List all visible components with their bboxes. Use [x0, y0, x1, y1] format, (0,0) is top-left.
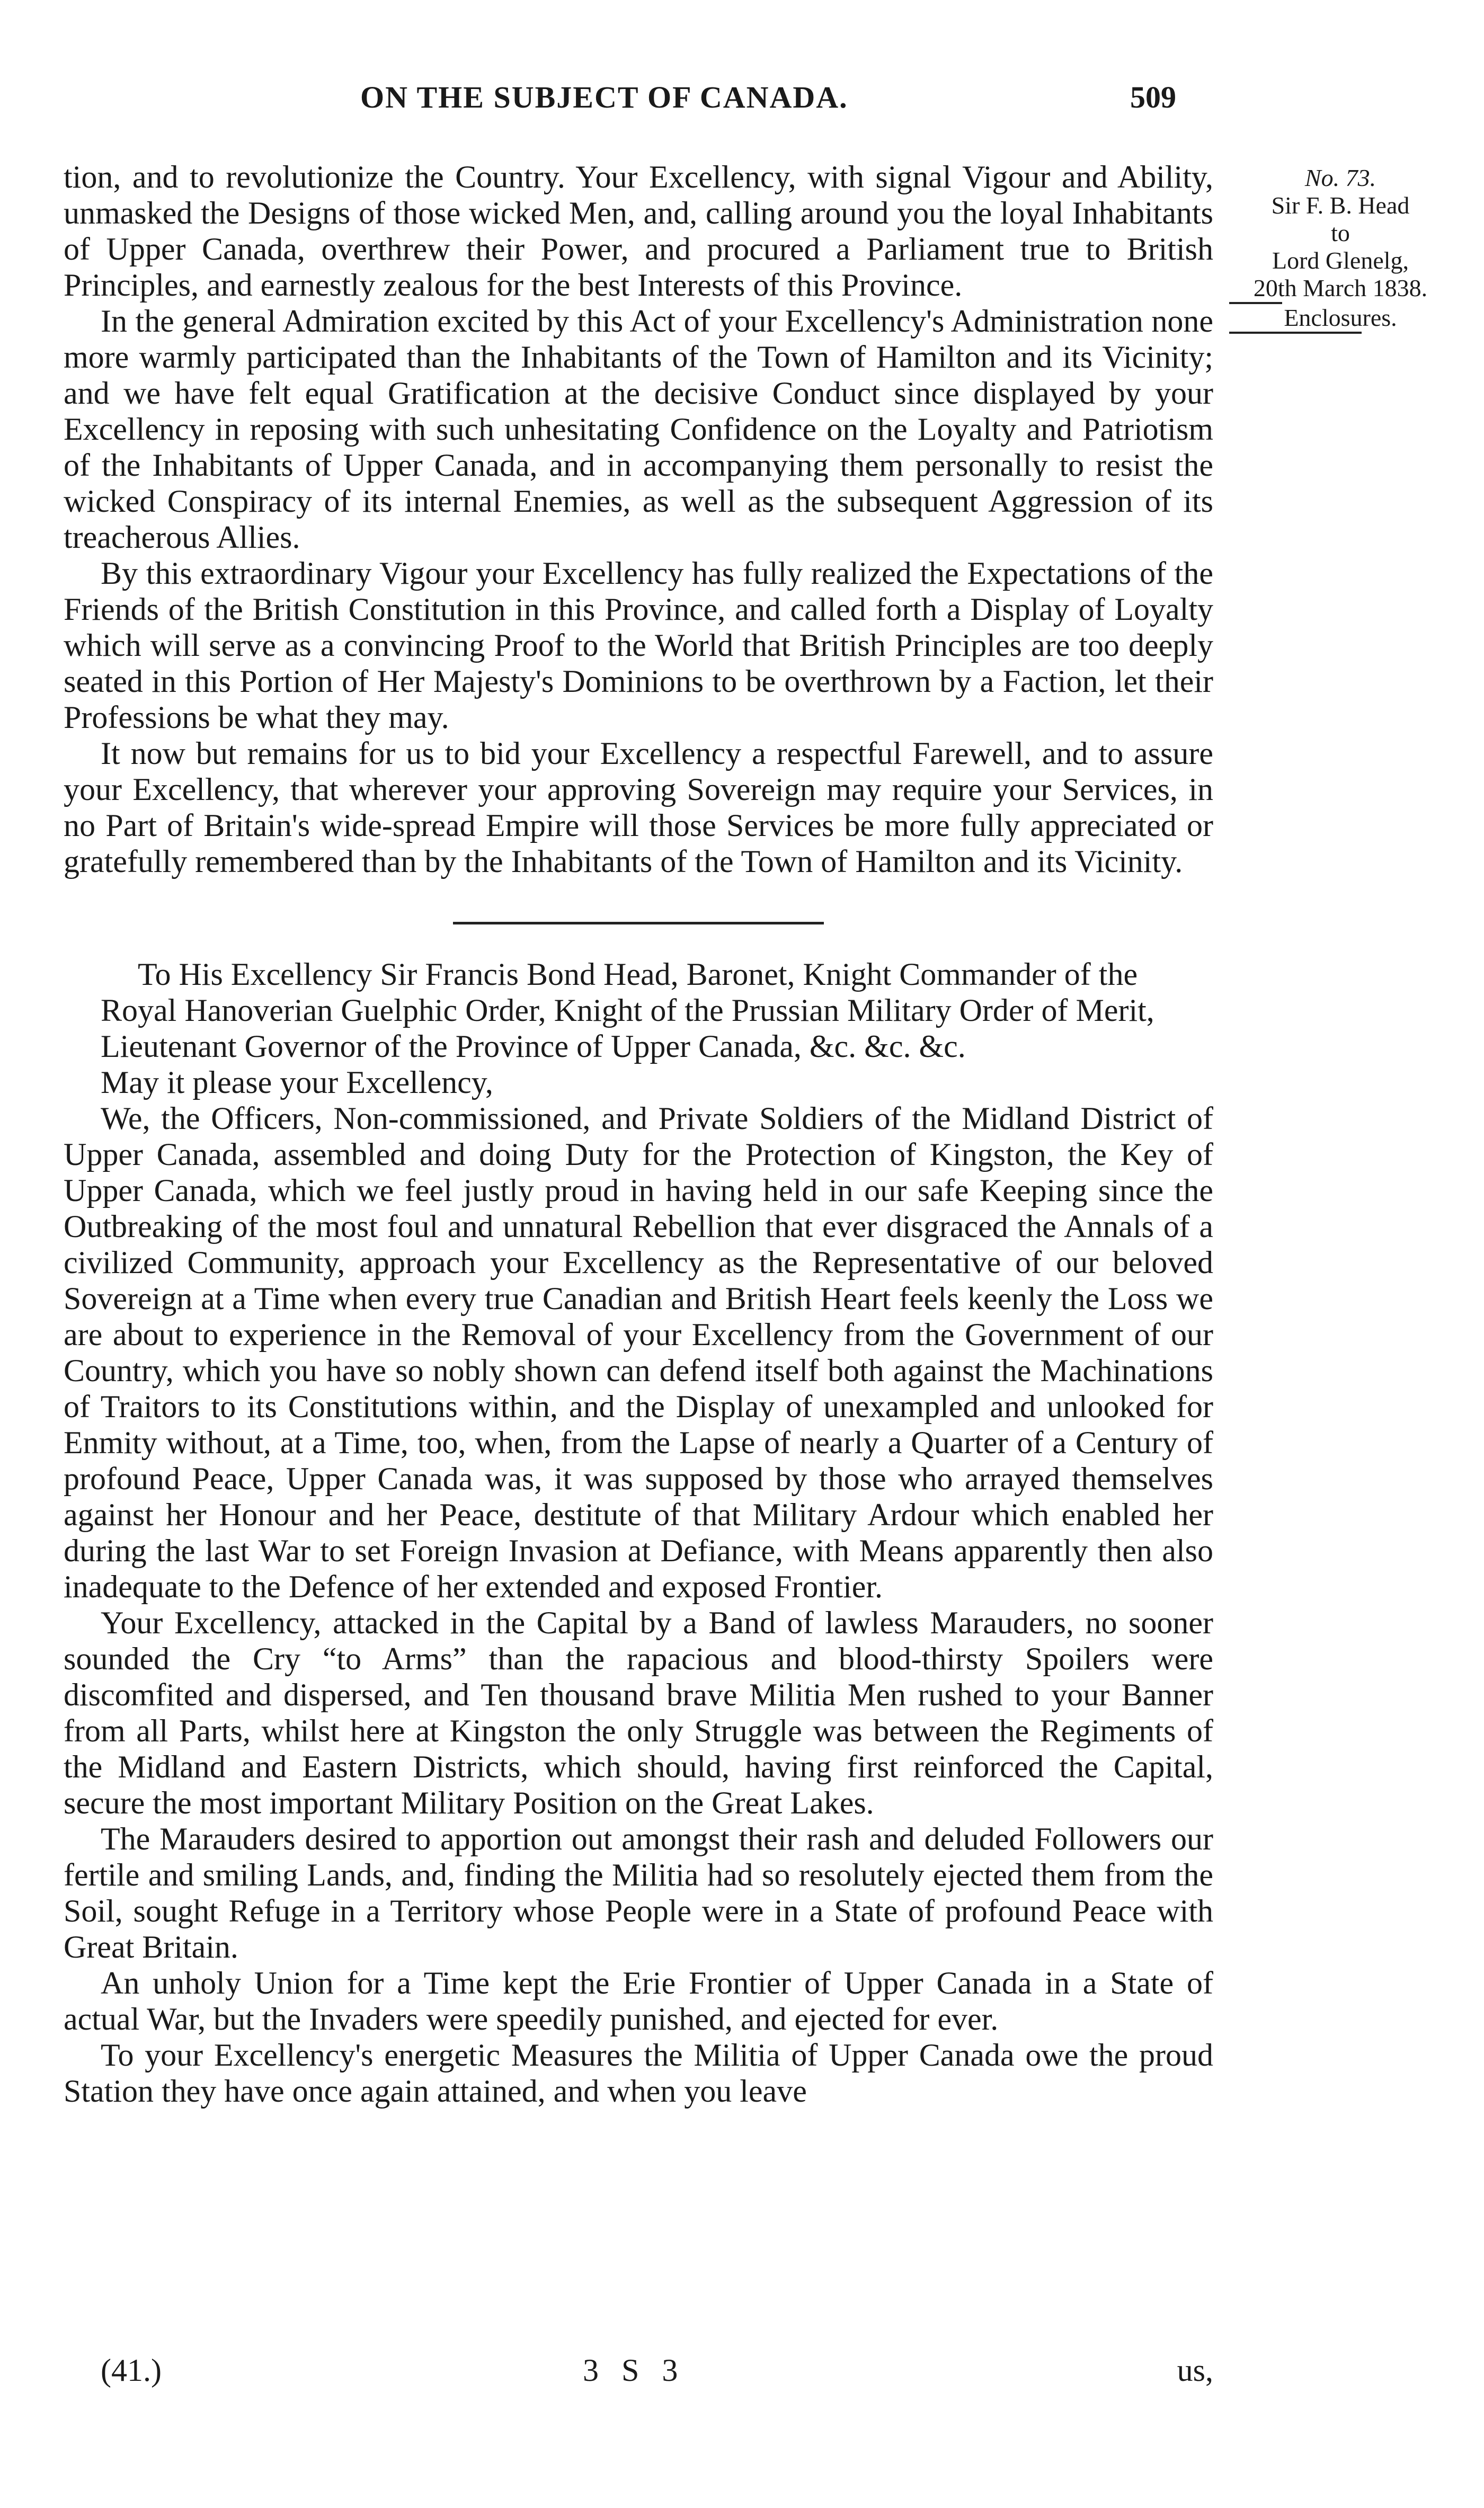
note-recipient: Lord Glenelg,: [1272, 247, 1409, 274]
note-from: Sir F. B. Head: [1271, 192, 1410, 219]
salutation: May it please your Excellency,: [101, 1065, 493, 1100]
running-head: [64, 79, 1176, 132]
paragraph-2: In the general Admiration excited by this Act of your Excellency's Administration none more warmly participated than the Inhabitants of the Town of Hamilton and its Vicinity; and we have felt equal Gratification at the decisive Conduct since displayed by your Excellency in reposing with such unhesitating Confidence on the Loyalty and Patriotism of the Inhabitants of Upper Canada, and in accompanying them personally to resist the wicked Conspiracy of its internal Enemies, as well as the subsequent Aggression of its treacherous Allies.: [64, 304, 1213, 555]
paragraph-4: It now but remains for us to bid your Excellency a respectful Farewell, and to assure your Excellency, that wherever your approving Sovereign may require your Services, in no Part of Britain's wide-spread Empire will those Services be more fully appreciated or gratefully remembered than by the Inhabitants of the Town of Hamilton and its Vicinity.: [64, 736, 1213, 879]
paragraph-6: Your Excellency, attacked in the Capital by a Band of lawless Marauders, no sooner sounded the Cry “to Arms” than the rapacious and blood-thirsty Spoilers were discomfited and dispersed, and Ten thousand brave Militia Men rushed to your Banner from all Parts, whilst here at Kingston the only Struggle was between the Regiments of the Midland and Eastern Districts, which should, having first reinforced the Capital, secure the most important Military Position on the Great Lakes.: [64, 1605, 1213, 1820]
note-enclosures: Enclosures.: [1284, 304, 1397, 331]
paragraph-7: The Marauders desired to apportion out amongst their rash and deluded Followers our fertile and smiling Lands, and, finding the Militia had so resolutely ejected them from the Soil, sought Refuge in a Territory whose People were in a State of profound Peace with Great Britain.: [64, 1821, 1213, 1964]
note-date: 20th March 1838.: [1253, 274, 1428, 301]
margin-note: [1229, 164, 1452, 334]
doc-number: No. 73.: [1304, 164, 1376, 191]
page-footer: [64, 2352, 1213, 2395]
note-divider-long: [1229, 332, 1362, 334]
address-block: To His Excellency Sir Francis Bond Head, Baronet, Knight Commander of the Royal Hanoverian Guelphic Order, Knight of the Prussian Military Order of Merit, Lieutenant Governor of the Province of Upper Canada, &c. &c. &c.: [101, 957, 1154, 1064]
paragraph-5: We, the Officers, Non-commissioned, and Private Soldiers of the Midland District of Upper Canada, assembled and doing Duty for the Protection of Kingston, the Key of Upper Canada, which we feel justly proud in having held in our safe Keeping since the Outbreaking of the most foul and unnatural Rebellion that ever disgraced the Annals of a civilized Community, approach your Excellency as the Representative of our beloved Sovereign at a Time when every true Canadian and British Heart feels keenly the Loss we are about to experience in the Removal of your Excellency from the Government of our Country, which you have so nobly shown can defend itself both against the Machinations of Traitors to its Constitutions within, and the Display of unexampled and unlooked for Enmity without, at a Time, too, when, from the Lapse of nearly a Quarter of a Century of profound Peace, Upper Canada was, it was supposed by those who arrayed themselves against her Honour and her Peace, destitute of that Military Ardour which enabled her during the last War to set Foreign Invasion at Defiance, with Means apparently then also inadequate to the Defence of her extended and exposed Frontier.: [64, 1101, 1213, 1604]
running-title: ON THE SUBJECT OF CANADA.: [360, 80, 848, 114]
paragraph-8: An unholy Union for a Time kept the Erie Frontier of Upper Canada in a State of actual War, but the Invaders were speedily punished, and ejected for ever.: [64, 1966, 1213, 2036]
catchword: us,: [1177, 2353, 1213, 2388]
page-number: 509: [1130, 80, 1176, 114]
paragraph-3: By this extraordinary Vigour your Excellency has fully realized the Expectations of the Friends of the British Constitution in this Province, and called forth a Display of Loyalty which will serve as a convincing Proof to the World that British Principles are too deeply seated in this Portion of Her Majesty's Dominions to be overthrown by a Faction, let their Professions be what they may.: [64, 556, 1213, 735]
paragraph-9: To your Excellency's energetic Measures the Militia of Upper Canada owe the proud Station they have once again attained, and when you leave: [64, 2038, 1213, 2109]
sheet-number: (41.): [101, 2353, 162, 2388]
main-text: [64, 159, 1213, 2109]
section-divider: [453, 922, 824, 924]
note-to: to: [1331, 219, 1350, 246]
signature-mark: 3 S 3: [583, 2353, 686, 2388]
paragraph-1: tion, and to revolutionize the Country. Your Excellency, with signal Vigour and Ability, unmasked the Designs of those wicked Men, and, calling around you the loyal Inhabitants of Upper Canada, overthrew their Power, and procured a Parliament true to British Principles, and earnestly zealous for the best Interests of this Province.: [64, 159, 1213, 303]
